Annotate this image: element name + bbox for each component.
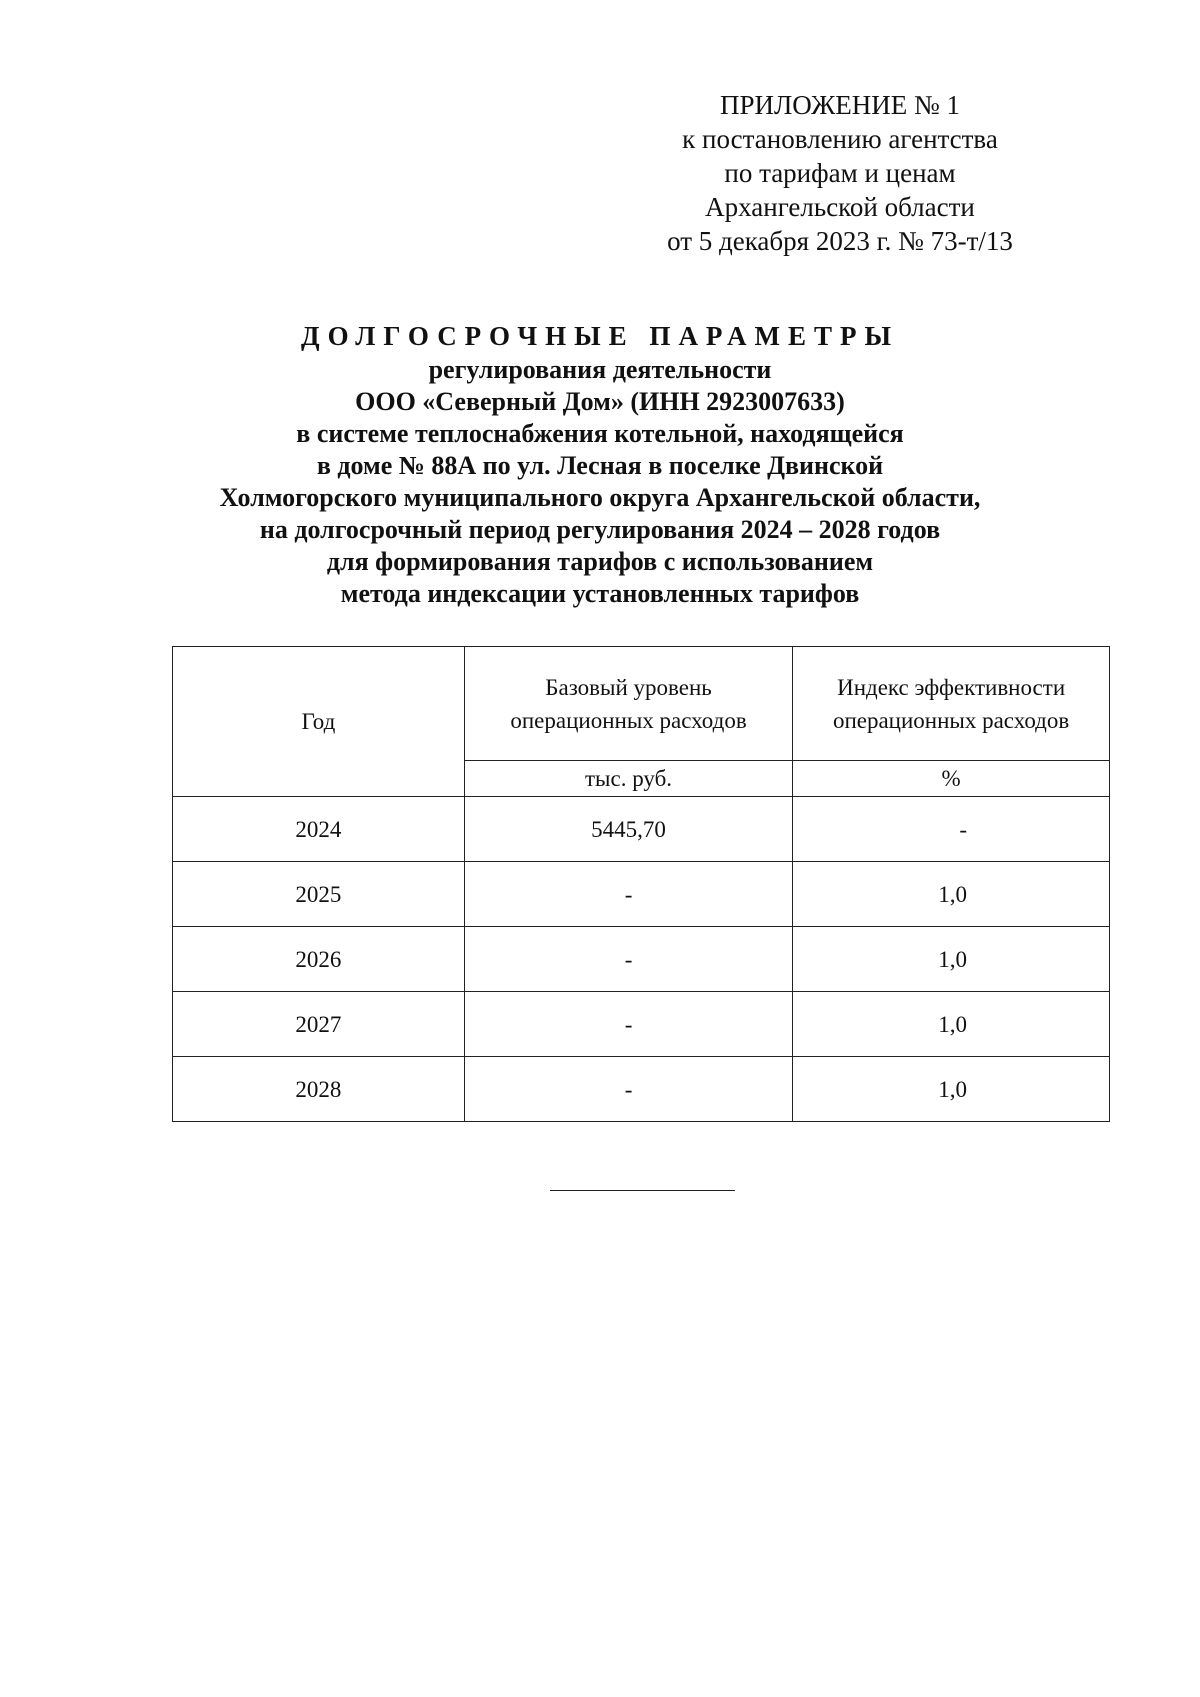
closing-divider — [550, 1190, 735, 1191]
table-row — [173, 992, 1110, 1057]
cell-index: 1,0 — [793, 992, 1110, 1057]
cell-base: - — [464, 862, 792, 927]
header-base-line: Базовый уровень — [545, 674, 712, 700]
title-line: в доме № 88А по ул. Лесная в поселке Двинской — [316, 451, 884, 480]
title-line: Холмогорского муниципального округа Архангельской области, — [219, 483, 981, 512]
table-row — [173, 927, 1110, 992]
table-header-row — [173, 647, 1110, 761]
appendix-line: по тарифам и ценам — [724, 158, 956, 188]
header-index-line: Индекс эффективности — [837, 674, 1066, 700]
appendix-line: Архангельской области — [705, 192, 975, 222]
appendix-header — [640, 88, 1040, 258]
header-year: Год — [173, 647, 465, 797]
unit-base: тыс. руб. — [464, 761, 792, 797]
cell-year: 2028 — [173, 1057, 465, 1122]
appendix-title: ПРИЛОЖЕНИЕ № 1 — [719, 90, 961, 120]
title-line: метода индексации установленных тарифов — [340, 579, 860, 608]
cell-base: - — [464, 1057, 792, 1122]
header-base-level — [464, 647, 792, 761]
title-line: в системе теплоснабжения котельной, находящейся — [296, 419, 904, 448]
header-efficiency-index — [793, 647, 1110, 761]
cell-year: 2027 — [173, 992, 465, 1057]
header-index-line: операционных расходов — [832, 707, 1070, 733]
header-base-line: операционных расходов — [510, 707, 747, 733]
cell-index: 1,0 — [793, 1057, 1110, 1122]
cell-index: 1,0 — [793, 862, 1110, 927]
cell-year: 2024 — [173, 797, 465, 862]
appendix-date-number: от 5 декабря 2023 г. № 73-т/13 — [667, 226, 1013, 256]
parameters-table — [172, 646, 1110, 1122]
cell-base: - — [464, 927, 792, 992]
table-row — [173, 862, 1110, 927]
cell-index: 1,0 — [793, 927, 1110, 992]
title-line: регулирования деятельности — [428, 355, 772, 384]
cell-year: 2025 — [173, 862, 465, 927]
unit-index: % — [793, 761, 1110, 797]
table-row — [173, 797, 1110, 862]
title-line: на долгосрочный период регулирования 2024 – 2028 годов — [259, 515, 941, 544]
title-line: ООО «Северный Дом» (ИНН 2923007633) — [355, 387, 845, 416]
table-row — [173, 1057, 1110, 1122]
cell-base: - — [464, 992, 792, 1057]
title-line: для формирования тарифов с использованием — [326, 547, 874, 576]
appendix-line: к постановлению агентства — [682, 124, 998, 154]
cell-index: - — [793, 797, 1110, 862]
cell-base: 5445,70 — [464, 797, 792, 862]
title-main: ДОЛГОСРОЧНЫЕ ПАРАМЕТРЫ — [301, 321, 899, 351]
cell-year: 2026 — [173, 927, 465, 992]
document-title — [150, 318, 1050, 610]
